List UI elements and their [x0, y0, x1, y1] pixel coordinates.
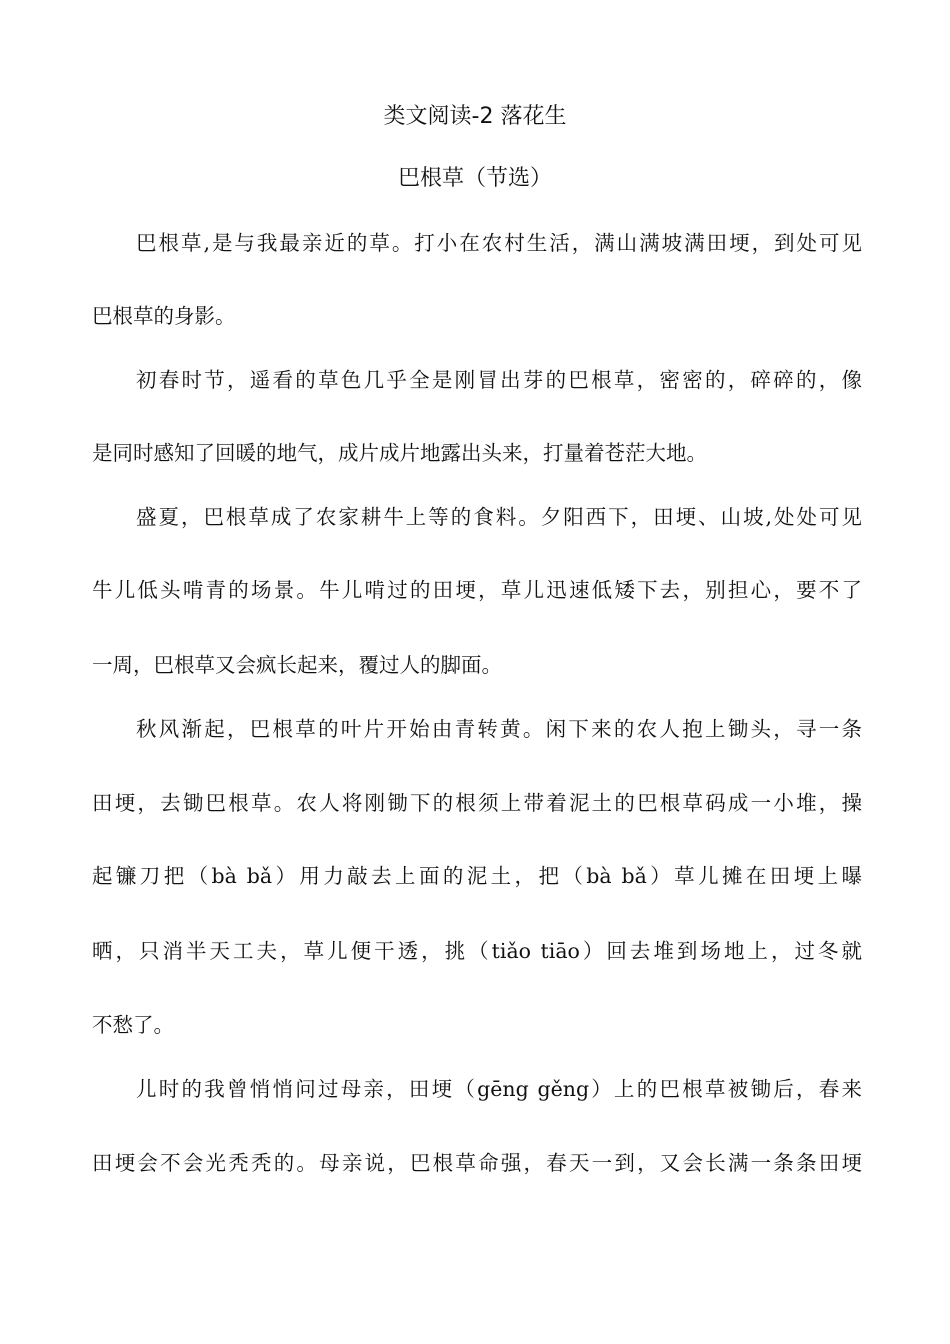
article-title: 巴根草（节选） — [397, 166, 552, 191]
paragraph-4-line-1: 秋风渐起，巴根草的叶片开始由青转黄。闲下来的农人抱上锄头，寻一条 — [136, 717, 862, 741]
paragraph-3-line-3: 一周，巴根草又会疯长起来，覆过人的脚面。 — [92, 653, 502, 677]
paragraph-3-line-2: 牛儿低头啃青的场景。牛儿啃过的田埂，草儿迅速低矮下去，别担心，要不了 — [92, 578, 862, 602]
paragraph-5-line-1: 儿时的我曾悄悄问过母亲，田埂（gēng gěng）上的巴根草被锄后，春来 — [136, 1077, 862, 1101]
paragraph-5-line-2: 田埂会不会光秃秃的。母亲说，巴根草命强，春天一到，又会长满一条条田埂 — [92, 1151, 862, 1175]
paragraph-2-line-2: 是同时感知了回暖的地气，成片成片地露出头来，打量着苍茫大地。 — [92, 441, 707, 465]
paragraph-4-line-2: 田埂，去锄巴根草。农人将刚锄下的根须上带着泥土的巴根草码成一小堆，操 — [92, 791, 862, 815]
document-title: 类文阅读-2 落花生 — [383, 104, 567, 129]
paragraph-4-line-3: 起镰刀把（bà bǎ）用力敲去上面的泥土，把（bà bǎ）草儿摊在田埂上曝 — [92, 864, 862, 888]
paragraph-2-line-1: 初春时节，遥看的草色几乎全是刚冒出芽的巴根草，密密的，碎碎的，像 — [136, 368, 862, 392]
paragraph-1-line-1: 巴根草,是与我最亲近的草。打小在农村生活，满山满坡满田埂，到处可见 — [136, 231, 862, 255]
paragraph-4-line-4: 晒，只消半天工夫，草儿便干透，挑（tiǎo tiāo）回去堆到场地上，过冬就 — [92, 939, 862, 963]
paragraph-3-line-1: 盛夏，巴根草成了农家耕牛上等的食料。夕阳西下，田埂、山坡,处处可见 — [136, 505, 862, 529]
paragraph-1-line-2: 巴根草的身影。 — [92, 304, 236, 328]
paragraph-4-line-5: 不愁了。 — [92, 1013, 174, 1037]
